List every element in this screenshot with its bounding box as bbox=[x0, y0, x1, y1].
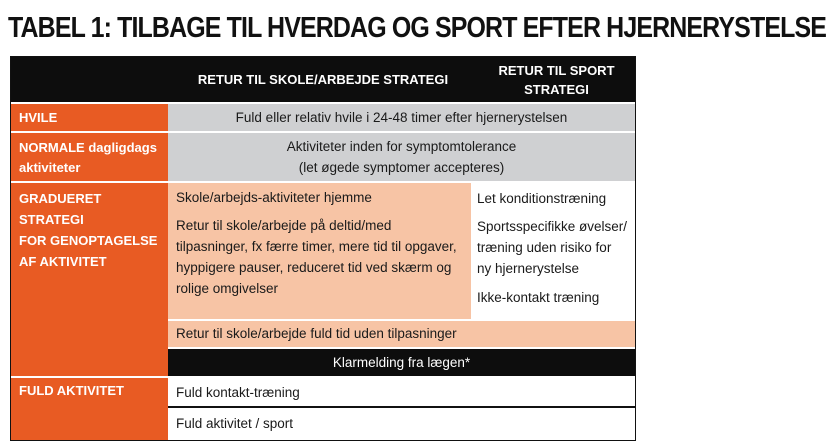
header-school-strategy bbox=[168, 57, 478, 102]
clearance-cell bbox=[168, 349, 635, 376]
normale-content bbox=[168, 133, 635, 181]
header-sport-strategy bbox=[478, 57, 635, 102]
separator bbox=[11, 376, 168, 378]
row-label-fuld bbox=[11, 378, 168, 440]
header-sport-label-line1: RETUR TIL SPORT bbox=[498, 62, 615, 78]
hvile-text: Fuld eller relativ hvile i 24-48 timer efter hjernerystelsen bbox=[235, 110, 568, 125]
header-sport-label-line2: STRATEGI bbox=[524, 81, 589, 97]
gradueret-label-line3: AF AKTIVITET bbox=[19, 254, 107, 269]
row-label-normale bbox=[11, 133, 168, 181]
school-item-home: Skole/arbejds-aktiviteter hjemme bbox=[176, 190, 372, 205]
full-return-text: Retur til skole/arbejde fuld tid uden tilpasninger bbox=[176, 326, 457, 341]
hvile-label: HVILE bbox=[19, 110, 58, 125]
concussion-table bbox=[10, 56, 636, 441]
school-item-parttime: Retur til skole/arbejde på deltid/med tilpasninger, fx færre timer, mere tid til opgaver, hyppigere pauser, reduceret tid ved skærm og rolige omgivelser bbox=[176, 218, 457, 296]
sport-item-specific: Sportsspecifikke øvelser/ træning uden risiko for ny hjernerystelse bbox=[477, 219, 628, 276]
gradueret-label-line2: FOR GENOPTAGELSE bbox=[19, 233, 158, 248]
row-label-gradueret bbox=[11, 183, 168, 376]
header-corner bbox=[11, 57, 168, 102]
row-label-hvile bbox=[11, 104, 168, 131]
page-title: TABEL 1: TILBAGE TIL HVERDAG OG SPORT EFTER HJERNERYSTELSE bbox=[8, 12, 826, 44]
normale-label-line1: NORMALE dagligdags bbox=[19, 140, 157, 155]
sport-item-cardio: Let konditionstræning bbox=[477, 191, 607, 206]
fuld-label: FULD AKTIVITET bbox=[19, 383, 124, 398]
fuld-item1-cell bbox=[168, 378, 635, 408]
full-return-cell bbox=[168, 321, 635, 347]
header-school-label: RETUR TIL SKOLE/ARBEJDE STRATEGI bbox=[197, 72, 449, 87]
gradueret-label-line1: GRADUERET STRATEGI bbox=[19, 191, 102, 227]
fuld-item1-text: Fuld kontakt-træning bbox=[176, 385, 300, 400]
gradueret-sport-cell bbox=[471, 183, 635, 319]
fuld-item2-text: Fuld aktivitet / sport bbox=[176, 416, 294, 431]
fuld-item2-cell bbox=[168, 408, 635, 440]
gradueret-school-cell bbox=[168, 183, 471, 319]
sport-item-noncontact: Ikke-kontakt træning bbox=[477, 290, 600, 305]
clearance-text: Klarmelding fra lægen* bbox=[332, 355, 471, 370]
normale-text-line1: Aktiviteter inden for symptomtolerance bbox=[286, 139, 517, 154]
normale-label-line2: aktiviteter bbox=[19, 160, 81, 175]
normale-text-line2: (let øgede symptomer accepteres) bbox=[298, 160, 505, 175]
hvile-content bbox=[168, 104, 635, 131]
